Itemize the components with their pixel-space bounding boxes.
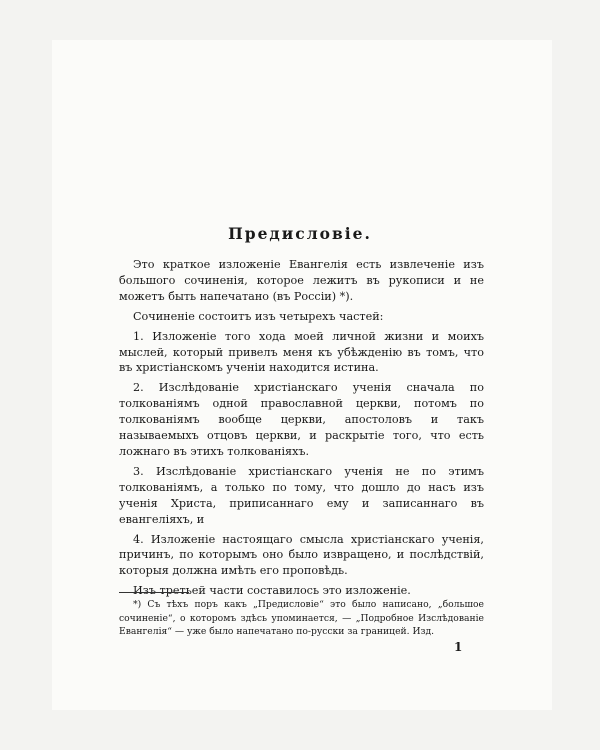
- paragraph-intro: Это краткое изложеніе Евангелія есть извлеченіе изъ большого сочиненія, которое лежитъ въ рукописи и не можетъ быть напечатано (въ Россіи) *).: [119, 258, 484, 303]
- footnote: *) Съ тѣхъ поръ какъ „Предисловіе“ это было написано, „большое сочиненіе“, о которомъ здѣсь упоминается, — „Подробное Изслѣдованіе Евангелія“ — уже было напечатано по-русски за границей. Изд.: [119, 599, 484, 637]
- paragraph-part-1: 1. Изложеніе того хода моей личной жизни и моихъ мыслей, который привелъ меня къ убѣжденію въ томъ, что въ христіанскомъ ученіи находится истина.: [119, 329, 484, 375]
- paragraph-part-2: 2. Изслѣдованіе христіанскаго ученія сначала по толкованіямъ одной православной церкви, потомъ по толкованіямъ вообще церкви, апостоловъ и такъ называемыхъ отцовъ церкви, и раскрытіе того, что есть ложнаго въ этихъ толкованіяхъ.: [119, 381, 484, 458]
- footnote-divider: [119, 592, 189, 593]
- paragraph-conclusion: Изъ третьей части составилось это изложеніе.: [133, 584, 411, 598]
- paragraph-part-4: 4. Изложеніе настоящаго смысла христіанскаго ученія, причинъ, по которымъ оно было извращено, и послѣдствій, которыя должна имѣть его проповѣдь.: [119, 532, 484, 578]
- page-number: 1: [454, 640, 463, 654]
- body-text: [119, 257, 484, 603]
- paragraph-parts: Сочиненіе состоитъ изъ четырехъ частей:: [133, 309, 384, 323]
- paragraph-part-3: 3. Изслѣдованіе христіанскаго ученія не по этимъ толкованіямъ, а только по тому, что дошло до насъ изъ ученія Христа, приписаннаго ему и записаннаго въ евангеліяхъ, и: [119, 464, 484, 526]
- page-title: Предисловіе.: [228, 224, 372, 243]
